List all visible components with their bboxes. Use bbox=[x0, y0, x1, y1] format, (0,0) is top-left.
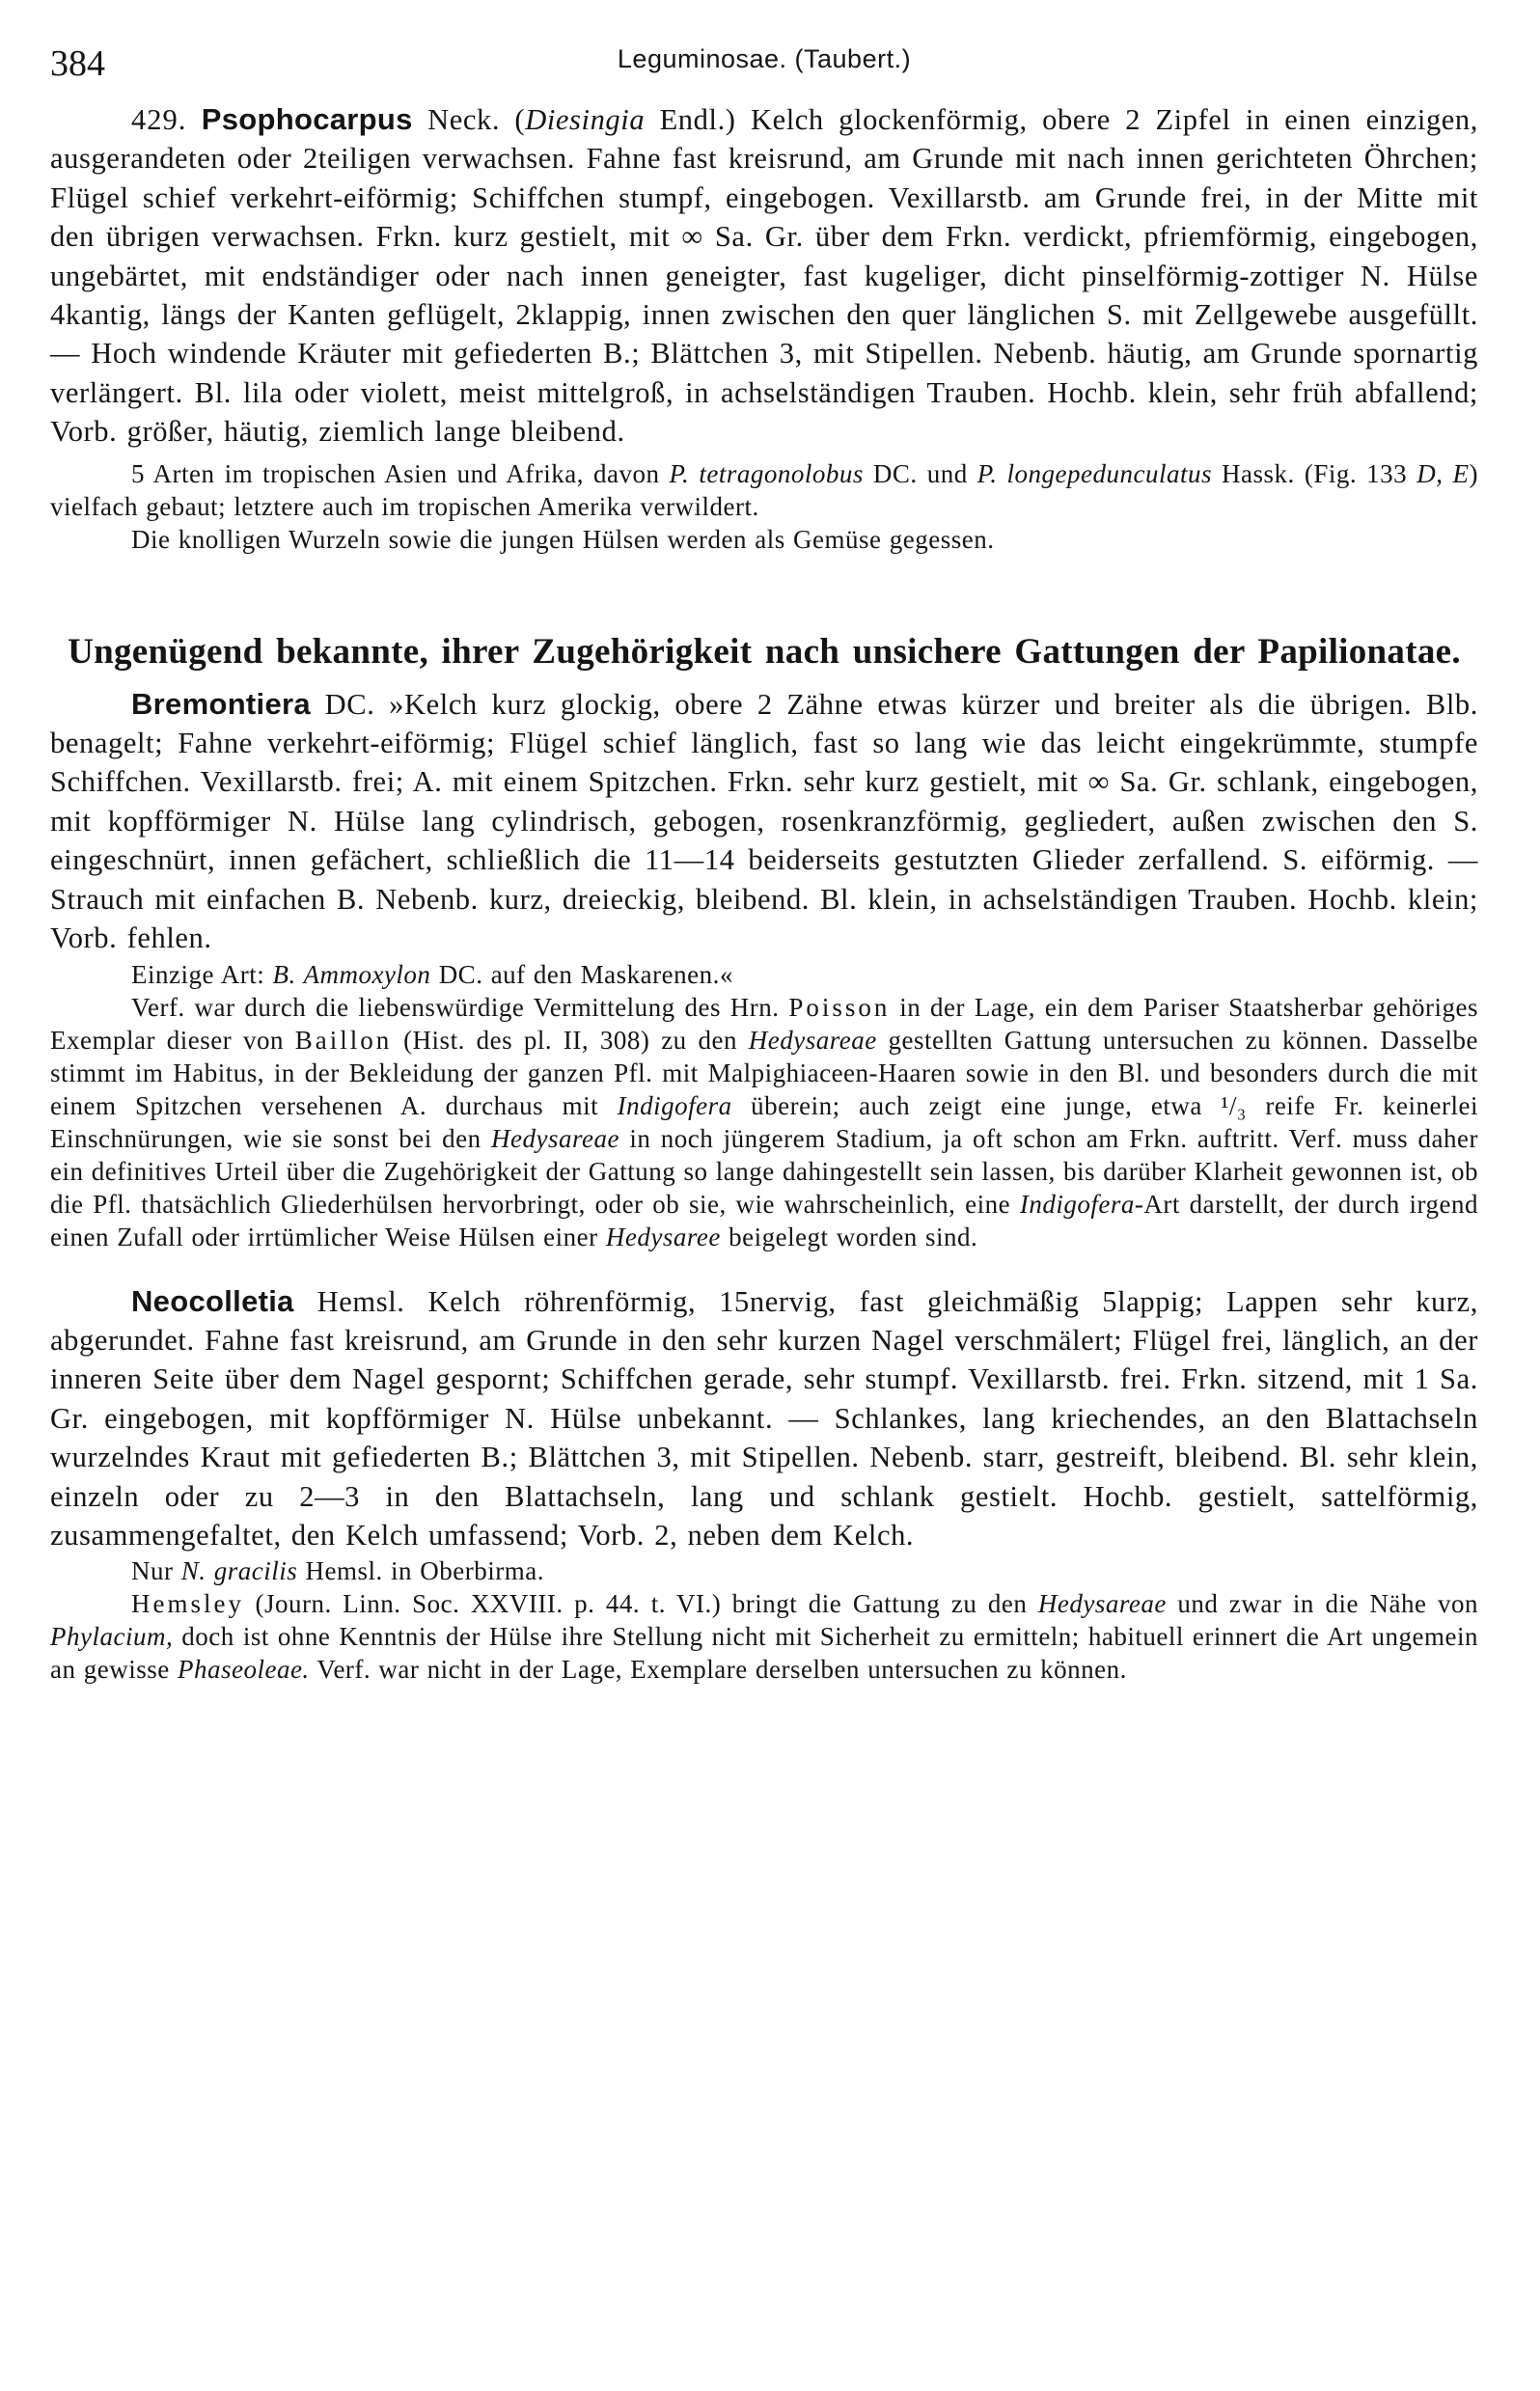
genus-number: 429. bbox=[131, 103, 187, 136]
page-number: 384 bbox=[50, 43, 105, 84]
running-header bbox=[50, 42, 1478, 100]
genus-name-bremontiera: Bremontiera bbox=[131, 686, 311, 721]
section-heading: Ungenügend bekannte, ihrer Zugehörigkeit nach unsichere Gattungen der Papilionatae. bbox=[68, 631, 1461, 672]
neocolletia-commentary: Hemsley (Journ. Linn. Soc. XXVIII. p. 44. t. VI.) bringt die Gattung zu den Hedysareae und zwar in die Nähe von Phylacium, doch ist ohne Kenntnis der Hülse ihre Stellung nicht mit Sicherheit zu ermitteln; habituell erinnert die Art ungemein an gewisse Phaseoleae. Verf. war nicht in der Lage, Exemplare derselben untersuchen zu können. bbox=[50, 1589, 1478, 1685]
author-name: Hemsley bbox=[131, 1589, 244, 1619]
neocolletia-description: Neocolletia Hemsl. Kelch röhrenförmig, 15nervig, fast gleichmäßig 5lappig; Lappen sehr kurz, abgerundet. Fahne fast kreisrund, am Grunde in den sehr kurzen Nagel verschmälert; Flügel frei, länglich, an der inneren Seite über dem Nagel gespornt; Schiffchen gerade, sehr stumpf. Vexillarstb. frei. Frkn. sitzend, mit 1 Sa. Gr. eingebogen, mit kopfförmiger N. Hülse unbekannt. — Schlankes, lang kriechendes, an den Blattachseln wurzelndes Kraut mit gefiederten B.; Blättchen 3, mit Stipellen. Nebenb. starr, gestreift, bleibend. Bl. sehr klein, einzeln oder zu 2—3 in den Blattachseln, lang und schlank gestielt. Hochb. gestielt, sattelförmig, zusammengefaltet, den Kelch umfassend; Vorb. 2, neben dem Kelch. bbox=[50, 1283, 1478, 1552]
bremontiera-description: Bremontiera DC. »Kelch kurz glockig, obere 2 Zähne etwas kürzer und breiter als die übrigen. Blb. benagelt; Fahne verkehrt-eiförmig; Flügel schief länglich, fast so lang wie das leicht eingekrümmte, stumpfe Schiffchen. Vexillarstb. frei; A. mit einem Spitzchen. Frkn. sehr kurz gestielt, mit ∞ Sa. Gr. schlank, eingebogen, mit kopfförmiger N. Hülse lang cylindrisch, gebogen, rosenkranzförmig, gegliedert, außen zwischen den S. eingeschnürt, innen gefächert, schließlich die 11—14 beiderseits gestutzten Glieder zerfallend. S. eiförmig. — Strauch mit einfachen B. Nebenb. kurz, dreieckig, bleibend. Bl. klein, in achselständigen Trauben. Hochb. klein; Vorb. fehlen. bbox=[50, 686, 1478, 955]
psophocarpus-use-note: Die knolligen Wurzeln sowie die jungen Hülsen werden als Gemüse gegessen. bbox=[131, 524, 995, 554]
running-title: Leguminosae. (Taubert.) bbox=[617, 44, 912, 73]
bremontiera-species: Einzige Art: B. Ammoxylon DC. auf den Maskarenen.« bbox=[131, 959, 733, 989]
bremontiera-commentary: Verf. war durch die liebenswürdige Vermittelung des Hrn. Poisson in der Lage, ein dem Pariser Staatsherbar gehöriges Exemplar dieser von Baillon (Hist. des pl. II, 308) zu den Hedysareae gestellten Gattung untersuchen zu können. Dasselbe stimmt im Habitus, in der Bekleidung der ganzen Pfl. mit Malpighiaceen-Haaren sowie in den Bl. und besonders durch die mit einem Spitzchen versehenen A. durchaus mit Indigofera überein; auch zeigt eine junge, etwa ¹/₃ reife Fr. keinerlei Einschnürungen, wie sie sonst bei den Hedysareae in noch jüngerem Stadium, ja oft schon am Frkn. auftritt. Verf. muss daher ein definitives Urteil über die Zugehörigkeit der Gattung so lange dahingestellt sein lassen, bis darüber Klarheit gewonnen ist, ob die Pfl. thatsächlich Gliederhülsen hervorbringt, oder ob sie, wie wahrscheinlich, eine Indigofera-Art darstellt, der durch irgend einen Zufall oder irrtümlicher Weise Hülsen einer Hedysaree beigelegt worden sind. bbox=[50, 992, 1479, 1251]
genus-name-psophocarpus: Psophocarpus bbox=[201, 102, 413, 136]
psophocarpus-species-note: 5 Arten im tropischen Asien und Afrika, davon P. tetragonolobus DC. und P. longepedunculatus Hassk. (Fig. 133 D, E) vielfach gebaut; letztere auch im tropischen Amerika verwildert. bbox=[50, 458, 1478, 521]
neocolletia-species: Nur N. gracilis Hemsl. in Oberbirma. bbox=[131, 1556, 544, 1586]
genus-name-neocolletia: Neocolletia bbox=[131, 1283, 294, 1318]
psophocarpus-description: 429. Psophocarpus Neck. (Diesingia Endl.) Kelch glockenförmig, obere 2 Zipfel in einen einzigen, ausgerandeten oder 2teiligen verwachsen. Fahne fast kreisrund, am Grunde mit nach innen gerichteten Öhrchen; Flügel schief verkehrt-eiförmig; Schiffchen stumpf, eingebogen. Vexillarstb. am Grunde frei, in der Mitte mit den übrigen verwachsen. Frkn. kurz gestielt, mit ∞ Sa. Gr. über dem Frkn. verdickt, pfriemförmig, eingebogen, ungebärtet, mit endständiger oder nach innen geneigter, fast kugeliger, dicht pinselförmig-zottiger N. Hülse 4kantig, längs der Kanten geflügelt, 2klappig, innen zwischen den quer länglichen S. mit Zellgewebe ausgefüllt. — Hoch windende Kräuter mit gefiederten B.; Blättchen 3, mit Stipellen. Nebenb. häutig, am Grunde spornartig verlängert. Bl. lila oder violett, meist mittelgroß, in achselständigen Trauben. Hochb. klein, sehr früh abfallend; Vorb. größer, häutig, ziemlich lange bleibend. bbox=[50, 102, 1479, 449]
author-name: Poisson bbox=[788, 992, 891, 1022]
book-page bbox=[50, 42, 1478, 1686]
author-name: Baillon bbox=[294, 1025, 393, 1055]
